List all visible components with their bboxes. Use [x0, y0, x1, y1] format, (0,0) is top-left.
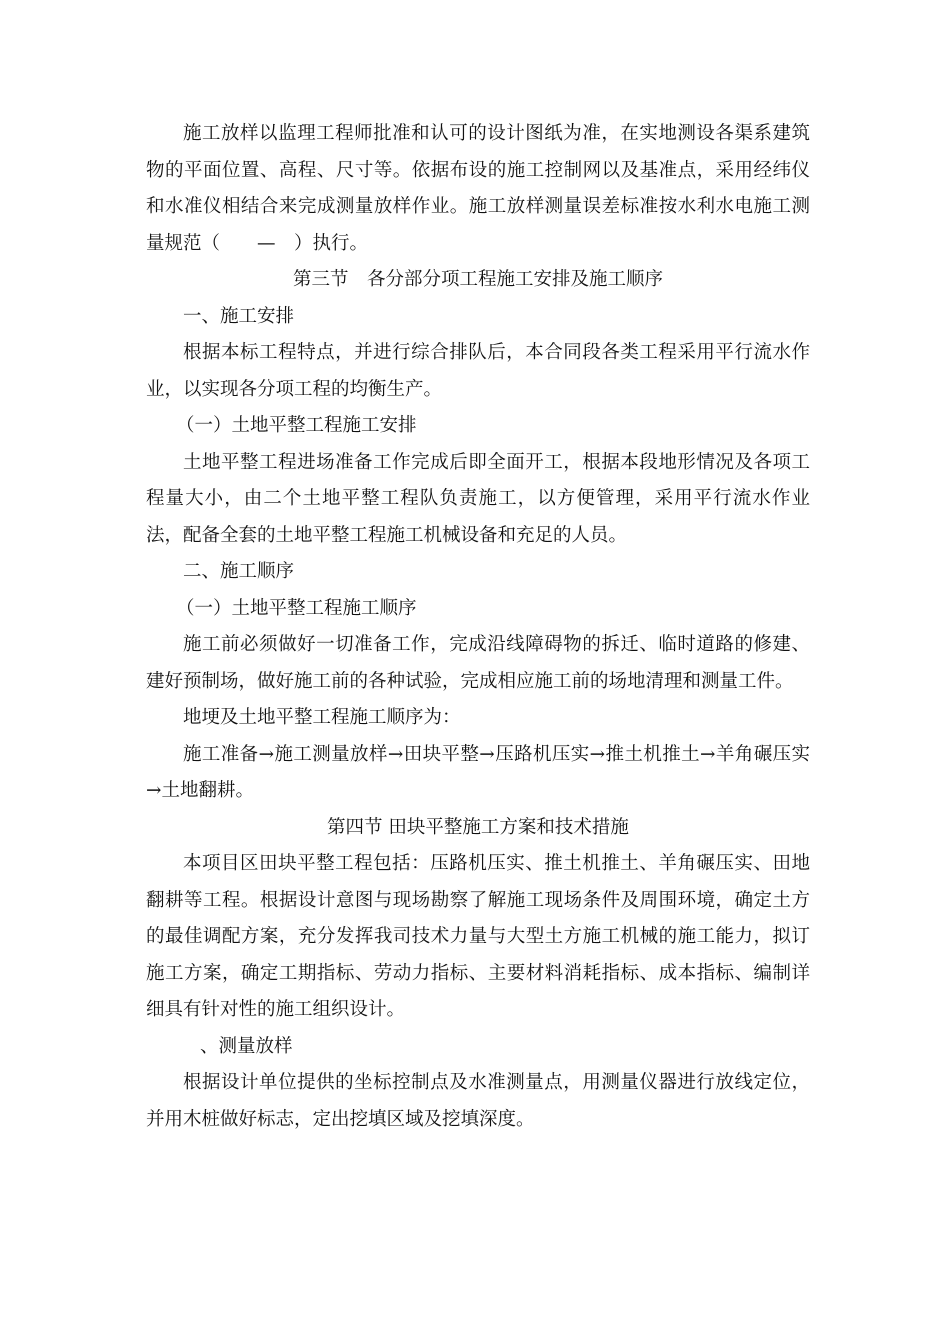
paragraph-preparation: 施工前必须做好一切准备工作，完成沿线障碍物的拆迁、临时道路的修建、建好预制场，做好施工前的各种试验，完成相应施工前的场地清理和测量工件。: [146, 634, 810, 692]
heading-construction-arrangement: 一、施工安排: [183, 305, 295, 327]
paragraph-setting-out: 施工放样以监理工程师批准和认可的设计图纸为准，在实地测设各渠系建筑物的平面位置、高程、尺寸等。依据布设的施工控制网以及基准点，采用经纬仪和水准仪相结合来完成测量放样作业。施工放样测量误差标准按水利水电施工测量规范（ — ）执行。: [146, 123, 810, 254]
paragraph-arrangement: 根据本标工程特点，并进行综合排队后，本合同段各类工程采用平行流水作业，以实现各分项工程的均衡生产。: [146, 342, 810, 400]
heading-land-leveling-sequence: （一）土地平整工程施工顺序: [176, 597, 417, 619]
document-body: [146, 116, 810, 1138]
paragraph-survey: 根据设计单位提供的坐标控制点及水准测量点，用测量仪器进行放线定位，并用木桩做好标志，定出挖填区域及挖填深度。: [146, 1072, 810, 1130]
paragraph-land-leveling-arrangement: 土地平整工程进场准备工作完成后即全面开工，根据本段地形情况及各项工程量大小，由二个土地平整工程队负责施工，以方便管理，采用平行流水作业法，配备全套的土地平整工程施工机械设备和充足的人员。: [146, 451, 810, 546]
paragraph-sequence-intro: 地埂及土地平整工程施工顺序为：: [183, 707, 461, 728]
paragraph-field-leveling: 本项目区田块平整工程包括：压路机压实、推土机推土、羊角碾压实、田地翻耕等工程。根据设计意图与现场勘察了解施工现场条件及周围环境，确定土方的最佳调配方案，充分发挥我司技术力量与大型土方施工机械的施工能力，拟订施工方案，确定工期指标、劳动力指标、主要材料消耗指标、成本指标、编制详细具有针对性的施工组织设计。: [146, 853, 810, 1020]
paragraph-sequence-flow: 施工准备→施工测量放样→田块平整→压路机压实→推土机推土→羊角碾压实→土地翻耕。: [146, 743, 810, 801]
heading-survey-setting-out: 、测量放样: [200, 1035, 293, 1057]
heading-land-leveling-arrangement: （一）土地平整工程施工安排: [176, 415, 417, 436]
heading-construction-sequence: 二、施工顺序: [183, 561, 295, 582]
section-3-title: 第三节 各分部分项工程施工安排及施工顺序: [292, 269, 663, 290]
section-4-title: 第四节 田块平整施工方案和技术措施: [327, 816, 629, 838]
